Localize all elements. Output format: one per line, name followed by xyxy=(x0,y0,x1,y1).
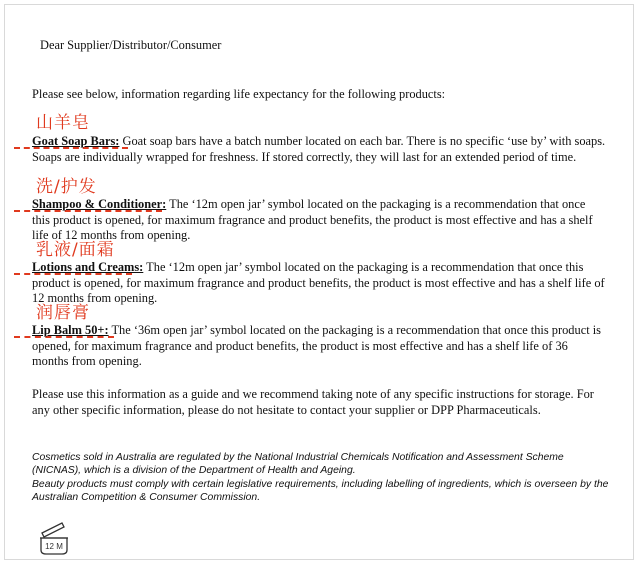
section-heading: Lotions and Creams: xyxy=(32,260,144,274)
section-body: The ‘36m open jar’ symbol located on the packaging is a recommendation that once this product is opened, for maximum fragrance and product benefits, the product is most effective and has a shelf life of 36 months from opening. xyxy=(32,323,602,369)
legal-line-nicnas: Cosmetics sold in Australia are regulated by the National Industrial Chemicals Notification and Assessment Scheme (NICNAS), which is a division of the Department of Health and Ageing. xyxy=(32,452,564,477)
annotation-lip-balm: 润唇膏 xyxy=(36,303,90,323)
section-goat-soap xyxy=(32,134,606,165)
section-lotions xyxy=(32,260,606,307)
section-body: The ‘12m open jar’ symbol located on the packaging is a recommendation that once this product is opened, for maximum fragrance and product benefits, the product is most effective and has a shelf life of 12 months from opening. xyxy=(32,260,605,306)
open-jar-icon xyxy=(36,520,72,556)
greeting: Dear Supplier/Distributor/Consumer xyxy=(40,38,222,52)
section-body: The ‘12m open jar’ symbol located on the packaging is a recommendation that once this product is opened, for maximum fragrance and product benefits, the product is most effective and has a shelf life of 12 months from opening. xyxy=(32,197,593,243)
annotation-shampoo: 洗/护发 xyxy=(36,177,97,197)
section-heading: Goat Soap Bars: xyxy=(32,134,120,148)
closing-text: Please use this information as a guide and we recommend taking note of any specific instructions for storage. For any other specific information, please do not hesitate to contact your supplier or DPP Pharmaceuticals. xyxy=(32,387,594,417)
open-jar-svg xyxy=(36,520,72,556)
section-heading: Shampoo & Conditioner: xyxy=(32,197,167,211)
annotation-goat-soap: 山羊皂 xyxy=(36,113,90,133)
section-body: Goat soap bars have a batch number located on each bar. There is no specific ‘use by’ with soaps. Soaps are individually wrapped for freshness. If stored correctly, they will last for an extended period of time. xyxy=(32,134,606,164)
legal-notice xyxy=(32,451,612,505)
legal-line-accc: Beauty products must comply with certain legislative requirements, including labelling of ingredients, which is overseen by the Australian Competition & Consumer Commission. xyxy=(32,478,609,504)
intro-text: Please see below, information regarding life expectancy for the following products: xyxy=(32,87,446,101)
jar-label: 12 M xyxy=(45,542,63,551)
annotation-lotions: 乳液/面霜 xyxy=(36,240,115,260)
section-heading: Lip Balm 50+: xyxy=(32,323,109,337)
section-shampoo xyxy=(32,197,606,244)
section-lip-balm xyxy=(32,323,606,370)
